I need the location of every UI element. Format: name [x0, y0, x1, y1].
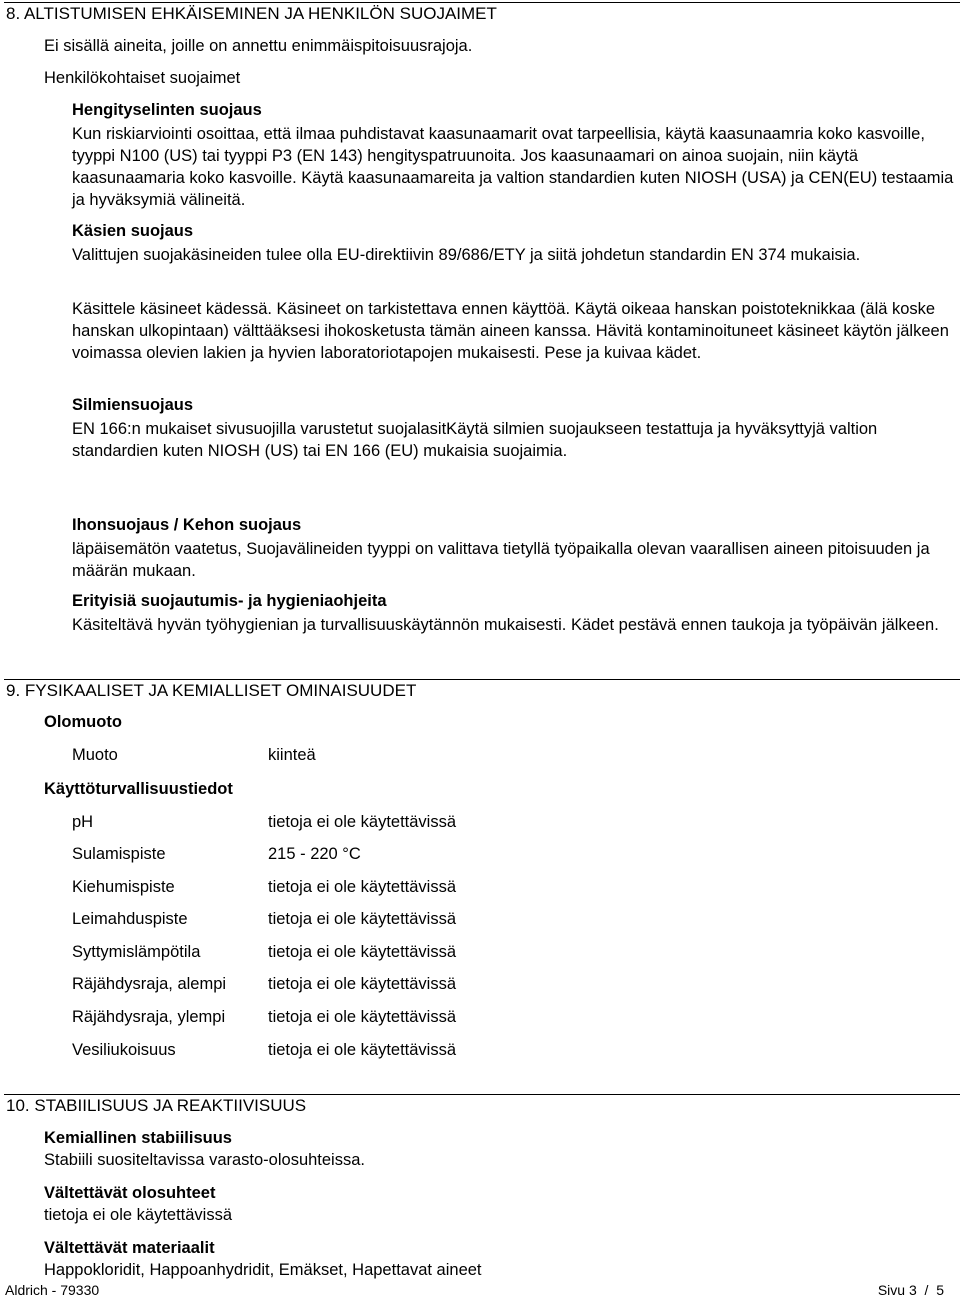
personal-protection-heading: Henkilökohtaiset suojaimet — [44, 69, 241, 87]
section-8-intro: Ei sisällä aineita, joille on annettu enimmäispitoisuusrajoja. — [44, 37, 473, 55]
property-label: pH — [72, 813, 94, 831]
property-value: tietoja ei ole käytettävissä — [268, 1008, 457, 1026]
muoto-value: kiinteä — [268, 746, 316, 764]
property-value: tietoja ei ole käytettävissä — [268, 910, 457, 928]
property-label: Sulamispiste — [72, 845, 166, 863]
hand-protection-text: Valittujen suojakäsineiden tulee olla EU-direktiivin 89/686/ETY ja siitä johdetun standardin EN 374 mukaisia. — [72, 246, 861, 264]
property-label: Vesiliukoisuus — [72, 1041, 176, 1059]
conditions-avoid-text: tietoja ei ole käytettävissä — [44, 1206, 233, 1224]
skin-protection-text: läpäisemätön vaatetus, Suojavälineiden tyyppi on valittava tietyllä työpaikalla olevan vaarallisen aineen pitoisuuden ja määrän mukaan. — [72, 540, 930, 580]
property-label: Räjähdysraja, ylempi — [72, 1008, 226, 1026]
materials-avoid-heading: Vältettävät materiaalit — [44, 1239, 215, 1257]
property-value: tietoja ei ole käytettävissä — [268, 813, 457, 831]
respiratory-heading: Hengityselinten suojaus — [72, 101, 262, 119]
hygiene-text: Käsiteltävä hyvän työhygienian ja turvallisuuskäytännön mukaisesti. Kädet pestävä ennen taukoja ja työpäivän jälkeen. — [72, 616, 939, 634]
property-label: Leimahduspiste — [72, 910, 188, 928]
property-value: 215 - 220 °C — [268, 845, 361, 863]
olomuoto-heading: Olomuoto — [44, 713, 122, 731]
property-label: Syttymislämpötila — [72, 943, 201, 961]
materials-avoid-text: Happokloridit, Happoanhydridit, Emäkset, Hapettavat aineet — [44, 1261, 482, 1279]
hand-protection-heading: Käsien suojaus — [72, 222, 194, 240]
footer-product-code: Aldrich - 79330 — [5, 1282, 100, 1298]
eye-protection-heading: Silmiensuojaus — [72, 396, 194, 414]
hand-protection-text-2: Käsittele käsineet kädessä. Käsineet on tarkistettava ennen käyttöä. Käytä oikeaa hanskan poistoteknikkaa (älä koske hanskan ulkopintaan) välttääksesi ihokosketusta tämän aineen kanssa. Hävitä kontaminoituneet käsineet käytön jälkeen voimassa olevien lakien ja hyvien laboratoriotapojen mukaisesti. Pese ja kuivaa kädet. — [72, 300, 949, 362]
property-label: Kiehumispiste — [72, 878, 175, 896]
safety-data-heading: Käyttöturvallisuustiedot — [44, 780, 233, 798]
muoto-label: Muoto — [72, 746, 118, 764]
property-value: tietoja ei ole käytettävissä — [268, 878, 457, 896]
footer-page-number: Sivu 3 / 5 — [877, 1282, 944, 1298]
property-value: tietoja ei ole käytettävissä — [268, 975, 457, 993]
property-value: tietoja ei ole käytettävissä — [268, 943, 457, 961]
section-8-title: 8. ALTISTUMISEN EHKÄISEMINEN JA HENKILÖN SUOJAIMET — [4, 2, 960, 25]
conditions-avoid-heading: Vältettävät olosuhteet — [44, 1184, 216, 1202]
chemical-stability-text: Stabiili suositeltavissa varasto-olosuhteissa. — [44, 1151, 365, 1169]
chemical-stability-heading: Kemiallinen stabiilisuus — [44, 1129, 232, 1147]
respiratory-text: Kun riskiarviointi osoittaa, että ilmaa puhdistavat kaasunaamarit ovat tarpeellisia, käytä kaasunaamria koko kasvoille, tyyppi N100 (US) tai tyyppi P3 (EN 143) hengityspatruunoita. Jos kaasunaamari on ainoa suojain, niin käytä kaasunaamaria koko kasvoille. Käytä kaasunaamareita ja valtion standardien kuten NIOSH (USA) ja CEN(EU) testaamia ja hyväksymiä välineitä. — [72, 125, 954, 209]
skin-protection-heading: Ihonsuojaus / Kehon suojaus — [72, 516, 302, 534]
section-9-title: 9. FYSIKAALISET JA KEMIALLISET OMINAISUUDET — [4, 679, 960, 702]
property-value: tietoja ei ole käytettävissä — [268, 1041, 457, 1059]
hygiene-heading: Erityisiä suojautumis- ja hygieniaohjeita — [72, 592, 387, 610]
eye-protection-text: EN 166:n mukaiset sivusuojilla varustetut suojalasitKäytä silmien suojaukseen testattuja ja hyväksyttyjä valtion standardien kuten NIOSH (US) tai EN 166 (EU) mukaisia suojaimia. — [72, 420, 878, 460]
section-10-title: 10. STABIILISUUS JA REAKTIIVISUUS — [4, 1094, 960, 1117]
property-label: Räjähdysraja, alempi — [72, 975, 227, 993]
